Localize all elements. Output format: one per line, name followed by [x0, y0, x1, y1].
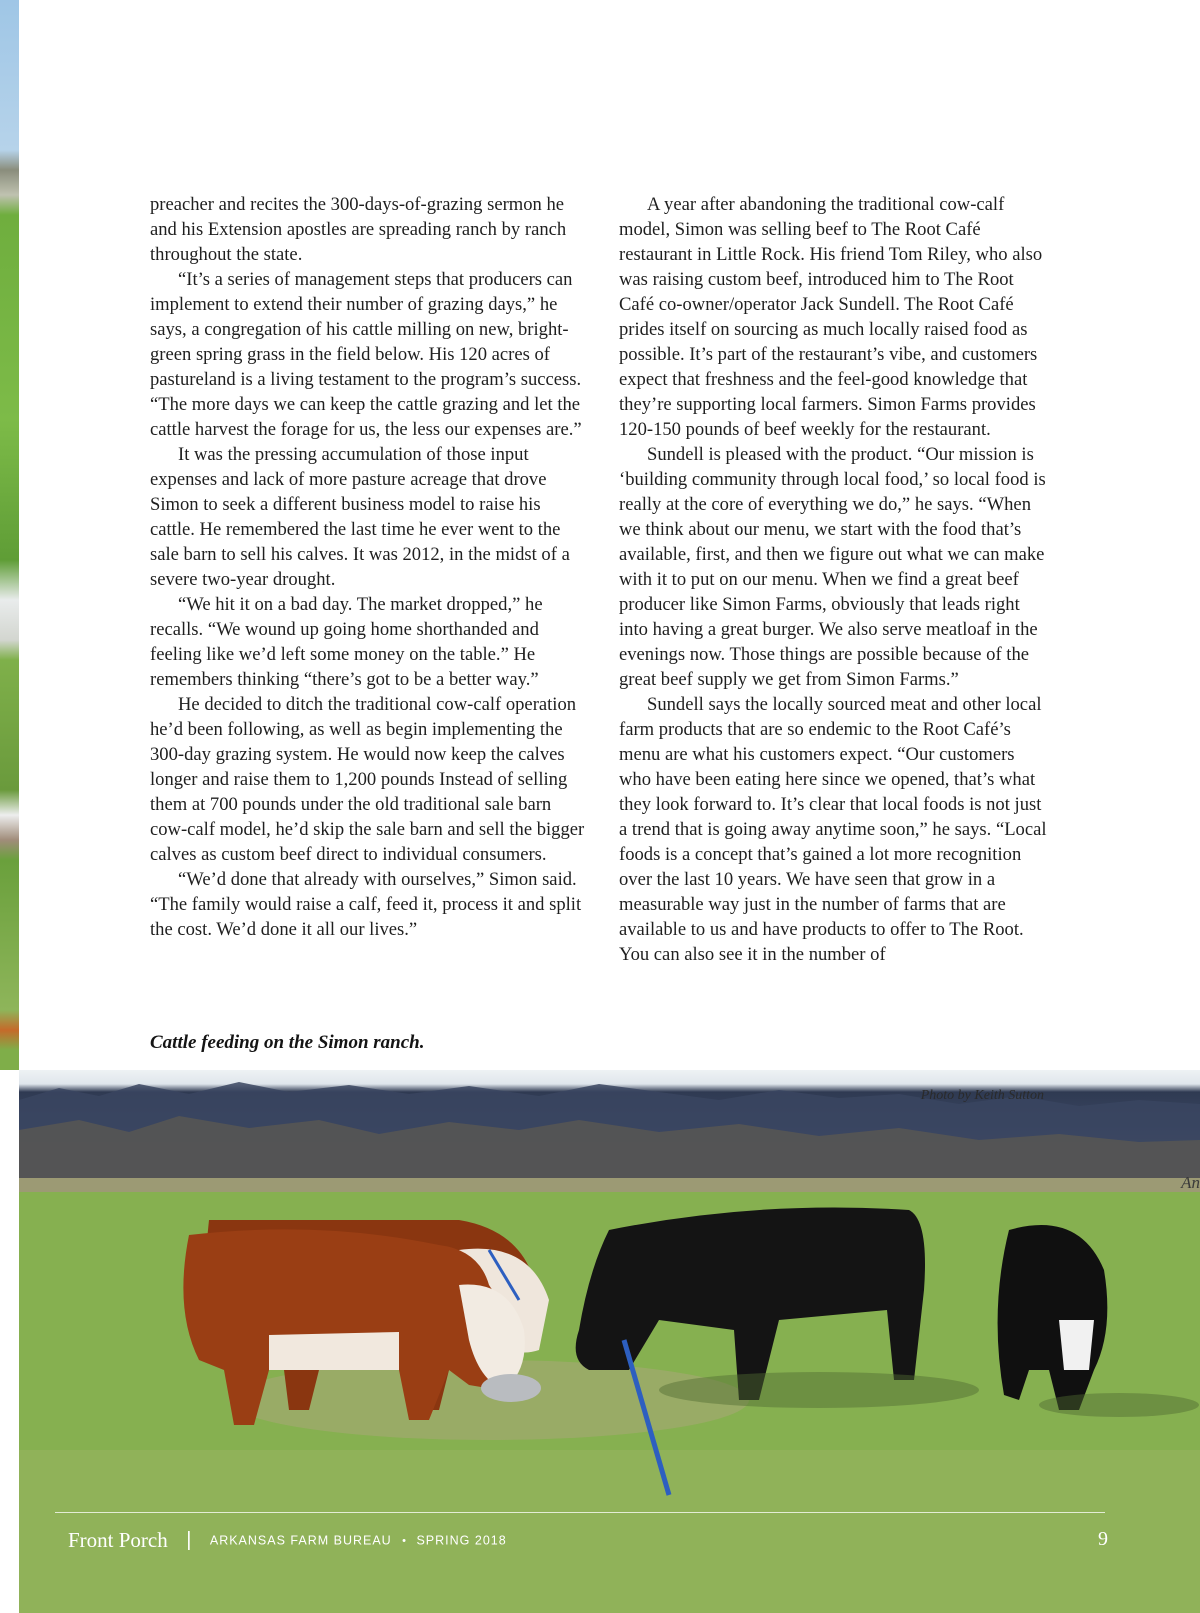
paragraph: A year after abandoning the traditional cow-calf model, Simon was selling beef to The Root Café restaurant in Little Rock. His friend Tom Riley, who also was raising custom beef, introduced him to The Root Café co-owner/operator Jack Sundell. The Root Café prides itself on sourcing as much locally raised food as possible. It’s part of the restaurant’s vibe, and customers expect that freshness and the feel-good knowledge that they’re supporting local farmers. Simon Farms provides 120-150 pounds of beef weekly for the restaurant. [619, 194, 1043, 440]
paragraph: Sundell is pleased with the product. “Our mission is ‘building community through local food,’ so local food is really at the core of everything we do,” he says. “When we think about our menu, we start with the food that’s available, first, and then we figure out what we can make with it to put on our menu. When we find a great beef producer like Simon Farms, obviously that leads right into having a great burger. We also serve meatloaf in the evenings now. Those things are possible because of the great beef supply we get from Simon Farms.” [619, 444, 1046, 690]
adjacent-page-photo-strip [0, 0, 19, 1070]
photo-caption: Cattle feeding on the Simon ranch. [150, 1032, 425, 1053]
paragraph: “We hit it on a bad day. The market dropped,” he recalls. “We wound up going home shorthanded and feeling like we’d left some money on the table.” He remembers thinking “there’s got to be a better way.” [150, 594, 543, 690]
page-footer [68, 1528, 1108, 1558]
article-column-right [619, 192, 1051, 967]
paragraph: It was the pressing accumulation of those input expenses and lack of more pasture acreage that drove Simon to seek a different business model to raise his cattle. He remembered the last time he ever went to the sale barn to sell his calves. It was 2012, in the midst of a severe two-year drought. [150, 444, 570, 590]
paragraph: “It’s a series of management steps that producers can implement to extend their number of grazing days,” he says, a congregation of his cattle milling on new, bright-green spring grass in the field below. His 120 acres of pastureland is a living testament to the program’s success. “The more days we can keep the cattle grazing and let the cattle harvest the forage for us, the less our expenses are.” [150, 269, 582, 440]
page-number: 9 [1098, 1528, 1108, 1550]
footer-season: SPRING 2018 [416, 1533, 507, 1548]
article-column-left [150, 192, 585, 942]
footer-bullet: • [402, 1534, 407, 1547]
footer-divider [55, 1512, 1105, 1513]
adjacent-page-text-fragment: An [1181, 1173, 1200, 1192]
footer-separator: | [186, 1529, 192, 1551]
paragraph: “We’d done that already with ourselves,” Simon said. “The family would raise a calf, feed it, process it and split the cost. We’d done it all our lives.” [150, 869, 582, 940]
paragraph: He decided to ditch the traditional cow-calf operation he’d been following, as well as begin implementing the 300-day grazing system. He would now keep the calves longer and raise them to 1,200 pounds Instead of selling them at 700 pounds under the old traditional sale barn cow-calf model, he’d skip the sale barn and sell the bigger calves as custom beef direct to individual consumers. [150, 694, 585, 865]
paragraph: Sundell says the locally sourced meat and other local farm products that are so endemic to the Root Café’s menu are what his customers expect. “Our customers who have been eating here since we opened, that’s what they look forward to. It’s clear that local foods is not just a trend that is going away anytime soon,” he says. “Local foods is a concept that’s gained a lot more recognition over the last 10 years. We have seen that grow in a measurable way just in the number of farms that are available to us and have products to offer to The Root. You can also see it in the number of [619, 694, 1047, 965]
footer-organization: ARKANSAS FARM BUREAU [209, 1533, 392, 1548]
photo-credit: Photo by Keith Sutton [920, 1088, 1044, 1103]
paragraph: preacher and recites the 300-days-of-grazing sermon he and his Extension apostles are spreading ranch by ranch throughout the state. [150, 194, 567, 265]
footer-brand: Front Porch [68, 1528, 168, 1552]
